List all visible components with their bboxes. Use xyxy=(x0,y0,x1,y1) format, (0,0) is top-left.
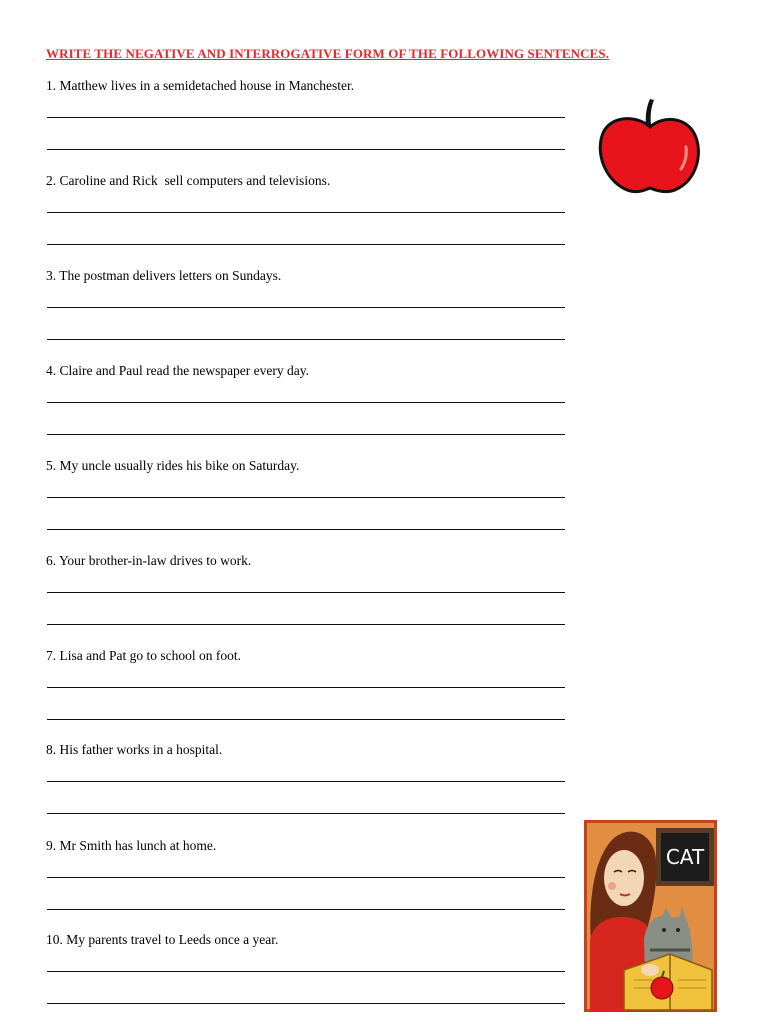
exercise-item-9 xyxy=(46,838,566,854)
sentence-2: 2. Caroline and Rick sell computers and televisions. xyxy=(46,173,331,188)
answer-line-5a[interactable] xyxy=(47,497,565,498)
teacher-cat-illustration xyxy=(584,820,717,1012)
exercise-item-10 xyxy=(46,932,566,948)
answer-line-6b[interactable] xyxy=(47,624,565,625)
apple-icon xyxy=(597,97,703,197)
answer-line-8a[interactable] xyxy=(47,781,565,782)
answer-line-4b[interactable] xyxy=(47,434,565,435)
exercise-item-2 xyxy=(46,173,566,189)
answer-line-3b[interactable] xyxy=(47,339,565,340)
answer-line-6a[interactable] xyxy=(47,592,565,593)
exercise-item-4 xyxy=(46,363,566,379)
answer-line-5b[interactable] xyxy=(47,529,565,530)
answer-line-4a[interactable] xyxy=(47,402,565,403)
poster-word: CAT xyxy=(665,845,705,869)
sentence-10: 10. My parents travel to Leeds once a year. xyxy=(46,932,279,947)
sentence-6: 6. Your brother-in-law drives to work. xyxy=(46,553,252,568)
answer-line-10b[interactable] xyxy=(47,1003,565,1004)
answer-line-2a[interactable] xyxy=(47,212,565,213)
answer-line-2b[interactable] xyxy=(47,244,565,245)
exercise-item-6 xyxy=(46,553,566,569)
exercise-item-5 xyxy=(46,458,566,474)
sentence-5: 5. My uncle usually rides his bike on Saturday. xyxy=(46,458,300,473)
worksheet-title: WRITE THE NEGATIVE AND INTERROGATIVE FORM OF THE FOLLOWING SENTENCES. xyxy=(46,46,610,61)
answer-line-7a[interactable] xyxy=(47,687,565,688)
sentence-8: 8. His father works in a hospital. xyxy=(46,742,223,757)
exercise-item-3 xyxy=(46,268,566,284)
sentence-1: 1. Matthew lives in a semidetached house in Manchester. xyxy=(46,78,355,93)
answer-line-10a[interactable] xyxy=(47,971,565,972)
sentence-7: 7. Lisa and Pat go to school on foot. xyxy=(46,648,241,663)
exercise-item-8 xyxy=(46,742,566,758)
exercise-item-1 xyxy=(46,78,566,94)
sentence-9: 9. Mr Smith has lunch at home. xyxy=(46,838,217,853)
sentence-4: 4. Claire and Paul read the newspaper every day. xyxy=(46,363,310,378)
answer-line-1b[interactable] xyxy=(47,149,565,150)
answer-line-8b[interactable] xyxy=(47,813,565,814)
answer-line-3a[interactable] xyxy=(47,307,565,308)
answer-line-9b[interactable] xyxy=(47,909,565,910)
sentence-3: 3. The postman delivers letters on Sundays. xyxy=(46,268,282,283)
answer-line-7b[interactable] xyxy=(47,719,565,720)
exercise-item-7 xyxy=(46,648,566,664)
answer-line-1a[interactable] xyxy=(47,117,565,118)
answer-line-9a[interactable] xyxy=(47,877,565,878)
